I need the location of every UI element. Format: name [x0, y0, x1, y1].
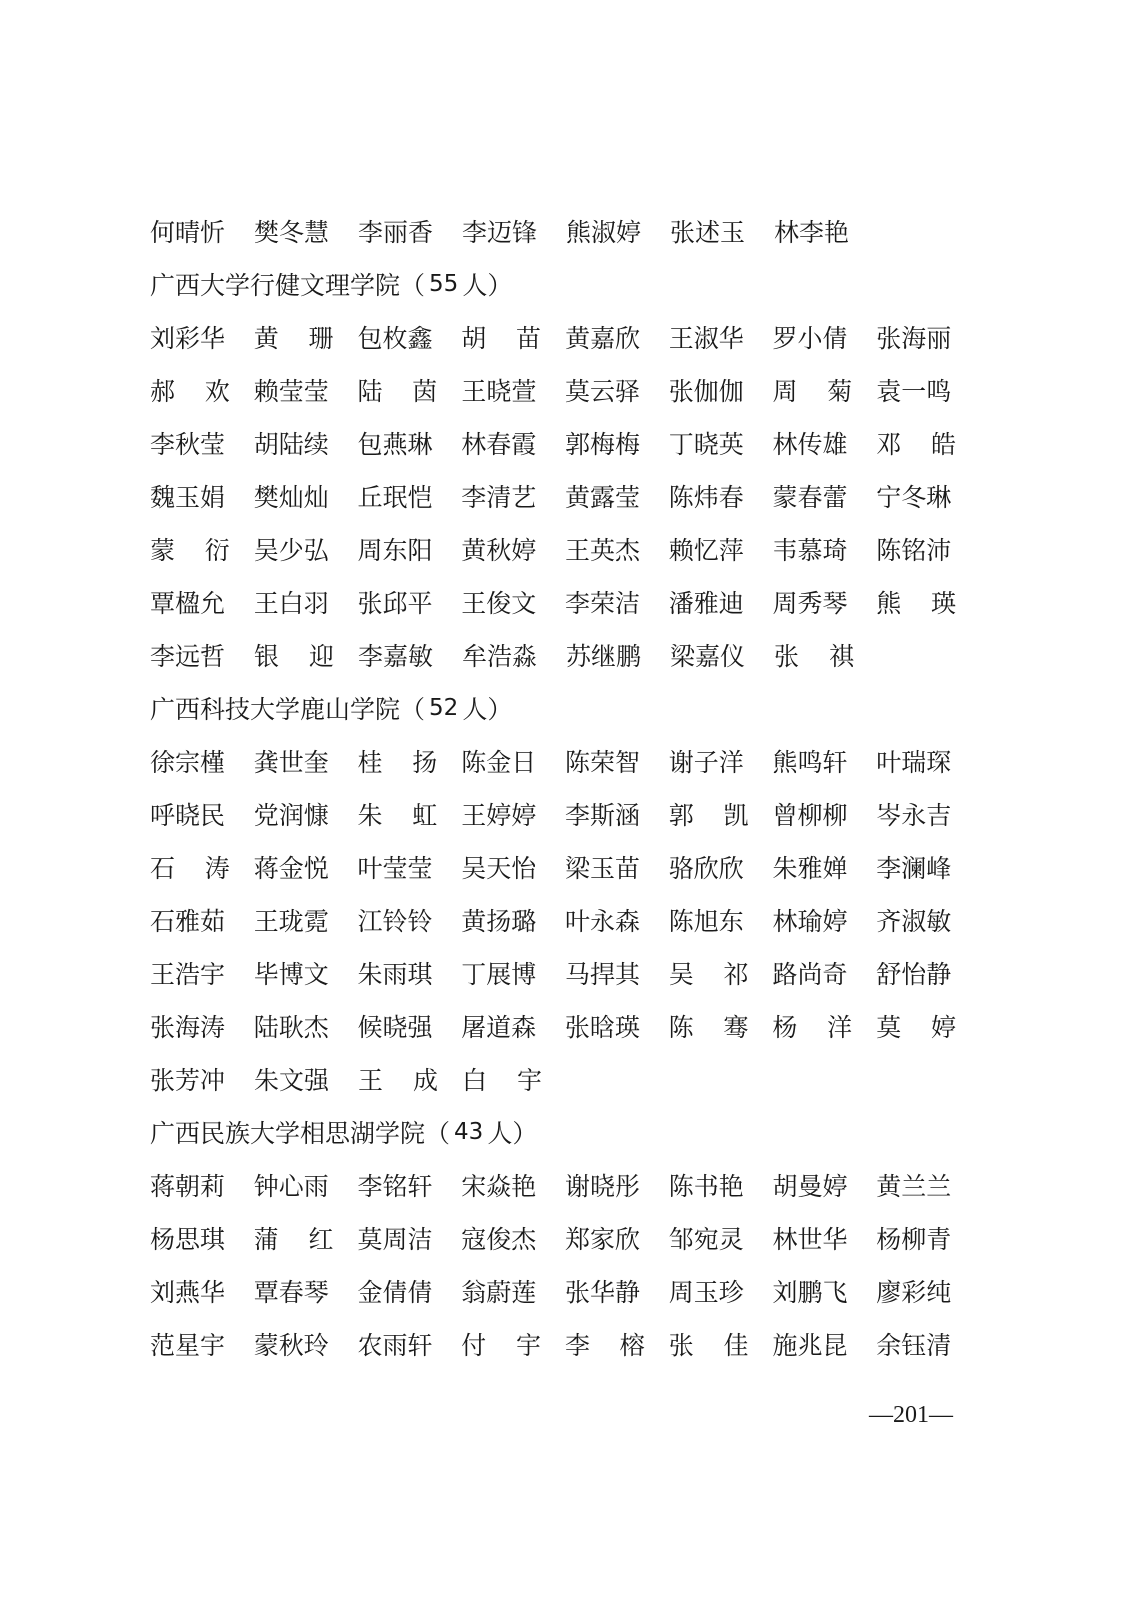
paren-open: （: [400, 270, 426, 300]
name-entry: 龚世奎: [253, 747, 329, 777]
name-entry: 陈铭沛: [876, 535, 952, 565]
name-row: [150, 416, 980, 469]
name-entry: 吴少弘: [253, 535, 329, 565]
name-entry: 黄露莹: [565, 482, 641, 512]
name-entry: 赖忆萍: [668, 535, 744, 565]
name-entry: 路尚奇: [772, 959, 848, 989]
name-entry: 王浩宇: [150, 959, 226, 989]
school-heading: [150, 681, 980, 734]
name-entry: 赖莹莹: [253, 376, 329, 406]
name-entry: 邓 皓: [876, 429, 957, 459]
name-row: [150, 575, 980, 628]
name-entry: 陈荣智: [565, 747, 641, 777]
name-entry: 吴天怡: [461, 853, 537, 883]
name-entry: 党润慷: [253, 800, 329, 830]
count-unit: 人: [462, 270, 488, 300]
name-entry: 莫周洁: [357, 1224, 433, 1254]
name-entry: 谢子洋: [668, 747, 744, 777]
name-entry: 范星宇: [150, 1330, 226, 1360]
name-entry: 杨柳青: [876, 1224, 952, 1254]
name-entry: 岑永吉: [876, 800, 952, 830]
name-entry: 银 迎: [254, 641, 334, 671]
name-row: [150, 734, 980, 787]
name-entry: 余钰清: [876, 1330, 952, 1360]
count-unit: 人: [487, 1118, 513, 1148]
name-row: [150, 628, 980, 681]
name-entry: 寇俊杰: [461, 1224, 537, 1254]
name-entry: 齐淑敏: [876, 906, 952, 936]
name-list-content: [150, 204, 980, 1370]
name-entry: 白 宇: [462, 1065, 542, 1095]
page-number: —201—: [869, 1402, 953, 1428]
name-entry: 翁蔚莲: [461, 1277, 537, 1307]
name-entry: 林传雄: [772, 429, 848, 459]
name-entry: 黄扬璐: [461, 906, 537, 936]
name-entry: 周秀琴: [772, 588, 848, 618]
name-row: [150, 787, 980, 840]
name-entry: 刘鹏飞: [772, 1277, 848, 1307]
name-entry: 覃楹允: [150, 588, 226, 618]
name-entry: 林李艳: [774, 217, 850, 247]
name-row: [150, 1211, 980, 1264]
name-entry: 梁玉苗: [565, 853, 641, 883]
name-row: [150, 1052, 980, 1105]
name-entry: 宋焱艳: [461, 1171, 537, 1201]
name-entry: 叶瑞琛: [876, 747, 952, 777]
name-entry: 张述玉: [670, 217, 746, 247]
name-entry: 黄嘉欣: [565, 323, 641, 353]
name-row: [150, 840, 980, 893]
name-entry: 陈金日: [461, 747, 537, 777]
name-entry: 郝 欢: [150, 376, 230, 406]
name-entry: 林瑜婷: [772, 906, 848, 936]
name-entry: 黄 珊: [253, 323, 334, 353]
name-entry: 郭梅梅: [565, 429, 641, 459]
name-entry: 候晓强: [357, 1012, 433, 1042]
name-entry: 梁嘉仪: [670, 641, 746, 671]
paren-close: ）: [487, 270, 513, 300]
name-entry: 牟浩淼: [462, 641, 538, 671]
name-row: [150, 999, 980, 1052]
name-entry: 张芳冲: [150, 1065, 226, 1095]
name-entry: 熊淑婷: [566, 217, 642, 247]
name-entry: 石 涛: [150, 853, 230, 883]
name-entry: 魏玉娟: [150, 482, 226, 512]
name-entry: 陈书艳: [668, 1171, 744, 1201]
member-count: 52: [429, 694, 459, 721]
name-entry: 王俊文: [461, 588, 537, 618]
name-entry: 蒋金悦: [253, 853, 329, 883]
name-entry: 毕博文: [253, 959, 329, 989]
name-entry: 徐宗槿: [150, 747, 226, 777]
name-entry: 朱文强: [254, 1065, 330, 1095]
name-entry: 包枚鑫: [357, 323, 433, 353]
name-entry: 李丽香: [358, 217, 434, 247]
count-unit: 人: [462, 694, 488, 724]
name-entry: 骆欣欣: [668, 853, 744, 883]
name-entry: 付 宇: [461, 1330, 541, 1360]
name-entry: 朱雅婵: [772, 853, 848, 883]
name-entry: 王珑霓: [253, 906, 329, 936]
name-entry: 陈旭东: [668, 906, 744, 936]
name-row: [150, 310, 980, 363]
name-entry: 周玉珍: [668, 1277, 744, 1307]
name-entry: 张 佳: [668, 1330, 749, 1360]
name-entry: 罗小倩: [772, 323, 848, 353]
name-entry: 蒙春蕾: [772, 482, 848, 512]
name-entry: 舒怡静: [876, 959, 952, 989]
name-entry: 潘雅迪: [668, 588, 744, 618]
name-entry: 李清艺: [461, 482, 537, 512]
name-row: [150, 363, 980, 416]
member-count: 55: [429, 270, 459, 297]
name-entry: 叶莹莹: [357, 853, 433, 883]
name-entry: 邹宛灵: [668, 1224, 744, 1254]
name-entry: 周东阳: [357, 535, 433, 565]
name-entry: 覃春琴: [253, 1277, 329, 1307]
name-entry: 何晴忻: [150, 217, 226, 247]
name-entry: 蒋朝莉: [150, 1171, 226, 1201]
name-entry: 钟心雨: [253, 1171, 329, 1201]
name-entry: 李荣洁: [565, 588, 641, 618]
name-entry: 韦慕琦: [772, 535, 848, 565]
name-entry: 丘珉恺: [357, 482, 433, 512]
name-entry: 陆 茵: [357, 376, 438, 406]
name-entry: 李嘉敏: [358, 641, 434, 671]
name-row: [150, 1317, 980, 1370]
name-entry: 陈炜春: [668, 482, 744, 512]
name-entry: 张晗瑛: [564, 1012, 640, 1042]
name-entry: 莫 婷: [876, 1012, 956, 1042]
name-row: [150, 204, 980, 257]
name-entry: 樊灿灿: [253, 482, 329, 512]
name-entry: 胡陆续: [253, 429, 329, 459]
name-entry: 黄兰兰: [876, 1171, 952, 1201]
school-name: 广西大学行健文理学院: [150, 270, 401, 300]
name-entry: 马捍其: [565, 959, 641, 989]
name-entry: 农雨轩: [357, 1330, 433, 1360]
name-entry: 谢晓彤: [565, 1171, 641, 1201]
name-entry: 王 成: [358, 1065, 438, 1095]
name-entry: 石雅茹: [150, 906, 226, 936]
name-entry: 朱 虹: [357, 800, 438, 830]
name-entry: 刘燕华: [150, 1277, 226, 1307]
name-row: [150, 946, 980, 999]
name-entry: 李秋莹: [150, 429, 226, 459]
name-entry: 包燕琳: [357, 429, 433, 459]
name-entry: 李远哲: [150, 641, 226, 671]
name-entry: 苏继鹏: [566, 641, 642, 671]
name-entry: 丁晓英: [668, 429, 744, 459]
name-entry: 张海丽: [876, 323, 952, 353]
name-entry: 张 祺: [774, 641, 854, 671]
paren-open: （: [400, 694, 426, 724]
paren-close: ）: [512, 1118, 538, 1148]
name-entry: 樊冬慧: [254, 217, 330, 247]
name-entry: 陆耿杰: [253, 1012, 329, 1042]
name-entry: 李 榕: [564, 1330, 645, 1360]
name-entry: 林春霞: [461, 429, 537, 459]
paren-close: ）: [487, 694, 513, 724]
name-entry: 蒙 衍: [150, 535, 230, 565]
name-entry: 施兆昆: [772, 1330, 848, 1360]
name-entry: 呼晓民: [150, 800, 226, 830]
name-entry: 江铃铃: [357, 906, 433, 936]
name-entry: 屠道森: [461, 1012, 537, 1042]
name-entry: 郑家欣: [565, 1224, 641, 1254]
name-row: [150, 1264, 980, 1317]
name-row: [150, 522, 980, 575]
name-entry: 胡曼婷: [772, 1171, 848, 1201]
member-count: 43: [454, 1118, 484, 1145]
name-entry: 熊 瑛: [876, 588, 957, 618]
name-entry: 杨 洋: [772, 1012, 853, 1042]
name-entry: 蒙秋玲: [253, 1330, 329, 1360]
name-entry: 李铭轩: [357, 1171, 433, 1201]
name-row: [150, 469, 980, 522]
name-entry: 张伽伽: [668, 376, 744, 406]
school-heading: [150, 257, 980, 310]
paren-open: （: [425, 1118, 451, 1148]
name-entry: 杨思琪: [150, 1224, 226, 1254]
name-entry: 陈 骞: [668, 1012, 749, 1042]
name-entry: 宁冬琳: [876, 482, 952, 512]
name-entry: 金倩倩: [357, 1277, 433, 1307]
school-name: 广西民族大学相思湖学院: [150, 1118, 426, 1148]
name-entry: 朱雨琪: [357, 959, 433, 989]
name-entry: 张邱平: [357, 588, 433, 618]
name-entry: 吴 祁: [668, 959, 749, 989]
name-entry: 郭 凯: [668, 800, 749, 830]
name-entry: 王白羽: [253, 588, 329, 618]
name-entry: 王英杰: [565, 535, 641, 565]
name-entry: 王晓萱: [461, 376, 537, 406]
school-heading: [150, 1105, 980, 1158]
name-entry: 张海涛: [150, 1012, 226, 1042]
name-entry: 李迈锋: [462, 217, 538, 247]
name-entry: 胡 苗: [461, 323, 542, 353]
name-entry: 丁展博: [461, 959, 537, 989]
name-entry: 李澜峰: [876, 853, 952, 883]
name-entry: 周 菊: [772, 376, 853, 406]
name-entry: 黄秋婷: [461, 535, 537, 565]
name-entry: 袁一鸣: [876, 376, 952, 406]
name-entry: 桂 扬: [357, 747, 438, 777]
name-entry: 曾柳柳: [772, 800, 848, 830]
name-row: [150, 1158, 980, 1211]
name-entry: 莫云驿: [565, 376, 641, 406]
name-entry: 蒲 红: [253, 1224, 334, 1254]
name-entry: 廖彩纯: [876, 1277, 952, 1307]
school-name: 广西科技大学鹿山学院: [150, 694, 401, 724]
name-entry: 张华静: [565, 1277, 641, 1307]
name-entry: 熊鸣轩: [772, 747, 848, 777]
name-entry: 王婷婷: [461, 800, 537, 830]
name-entry: 刘彩华: [150, 323, 226, 353]
name-row: [150, 893, 980, 946]
name-entry: 王淑华: [668, 323, 744, 353]
name-entry: 叶永森: [565, 906, 641, 936]
name-entry: 李斯涵: [565, 800, 641, 830]
name-entry: 林世华: [772, 1224, 848, 1254]
